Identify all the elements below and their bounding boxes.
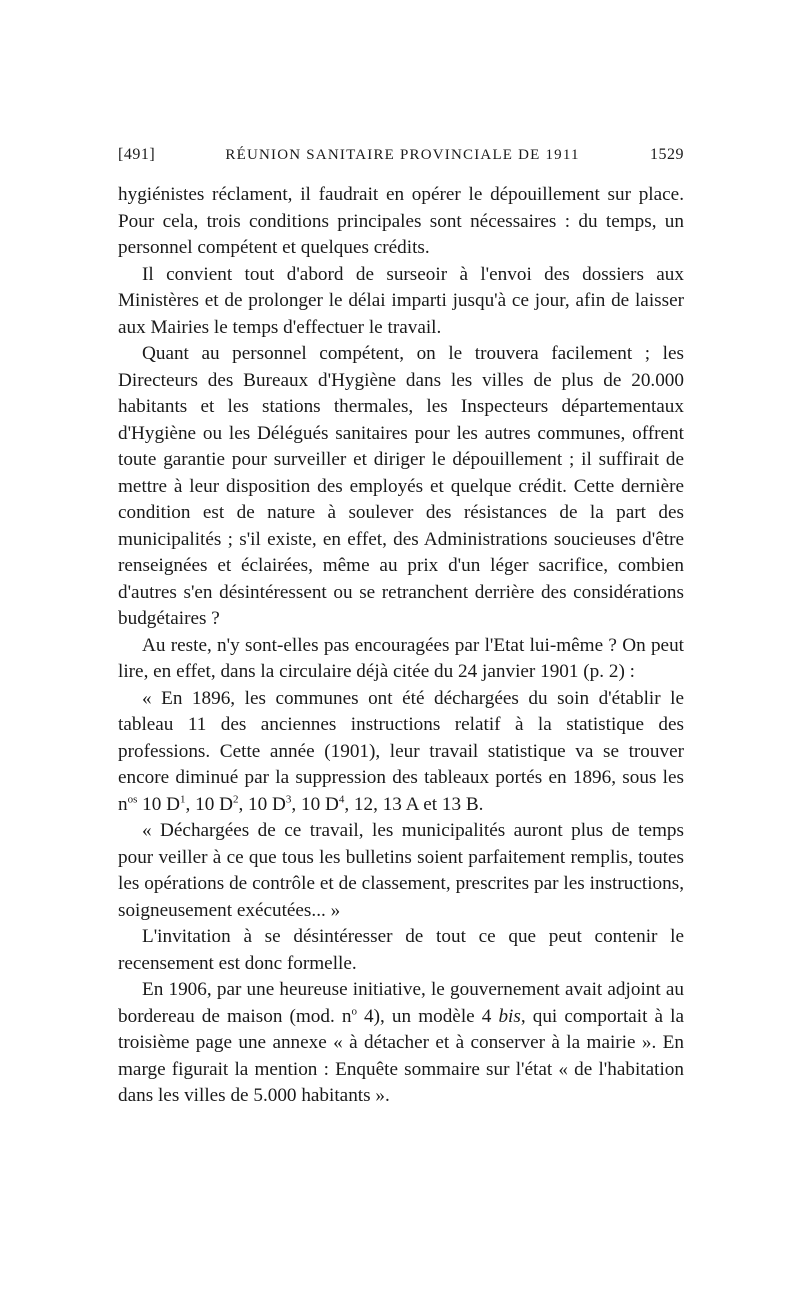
p8-text-mid: 4), un modèle 4 (356, 1005, 499, 1027)
paragraph-1: hygiénistes réclament, il faudrait en opérer le dépouillement sur place. Pour cela, trois conditions principales sont nécessaires : du temps, un personnel compétent et quelques crédits. (118, 184, 684, 258)
paragraph-4: Au reste, n'y sont-elles pas encouragées par l'Etat lui-même ? On peut lire, en effet, dans la circulaire déjà citée du 24 janvier 1901 (p. 2) : (118, 634, 684, 682)
table-ref-3: , 10 D (238, 793, 286, 815)
page-ref: [491] (118, 146, 156, 163)
header-title: RÉUNION SANITAIRE PROVINCIALE DE 1911 (225, 147, 580, 163)
table-ref-4: , 10 D (291, 793, 339, 815)
paragraph-6-quote: « Déchargées de ce travail, les municipalités auront plus de temps pour veiller à ce que tous les bulletins soient parfaitement remplis, toutes les opérations de contrôle et de classement, prescrites par les instructions, soigneusement exécutées... » (118, 820, 684, 921)
superscript-1: 1 (180, 793, 186, 806)
superscript-o: o (351, 1005, 357, 1018)
table-ref-1: 10 D (137, 793, 181, 815)
body-text (118, 182, 684, 1110)
document-page (118, 146, 684, 1110)
paragraph-2: Il convient tout d'abord de surseoir à l'envoi des dossiers aux Ministères et de prolonger le délai imparti jusqu'à ce jour, afin de laisser aux Mairies le temps d'effectuer le travail. (118, 263, 684, 338)
paragraph-7: L'invitation à se désintéresser de tout ce que peut contenir le recensement est donc formelle. (118, 926, 684, 974)
running-header (118, 146, 684, 168)
bis-italic: bis (498, 1005, 521, 1027)
quote-text-end: , 12, 13 A et 13 B. (344, 793, 484, 815)
p8-text-start: En 1906, par une heureuse initiative, le gouvernement avait adjoint au bordereau de maison (mod. n (118, 979, 684, 1027)
p8-text-end: , qui comportait à la troisième page une annexe « à détacher et à conserver à la mairie ». En marge figurait la mention : Enquête sommaire sur l'état « de l'habitation dans les villes de 5.000 habitants ». (118, 1005, 684, 1106)
superscript-3: 3 (285, 793, 292, 806)
page-number: 1529 (649, 146, 684, 163)
table-ref-2: , 10 D (185, 793, 233, 815)
superscript-2: 2 (232, 793, 239, 806)
quote-text-start: « En 1896, les communes ont été déchargées du soin d'établir le tableau 11 des anciennes instructions relatif à la statistique des professions. Cette année (1901), leur travail statistique va se trouver encore diminué par la suppression des tableaux portés en 1896, sous les n (118, 687, 684, 815)
superscript-4: 4 (338, 793, 345, 806)
paragraph-3: Quant au personnel compétent, on le trouvera facilement ; les Directeurs des Bureaux d'Hygiène dans les villes de plus de 20.000 habitants et les stations thermales, les Inspecteurs départementaux d'Hygiène ou les Délégués sanitaires pour les autres communes, offrent toute garantie pour surveiller et diriger le dépouillement ; il suffirait de mettre à leur disposition des employés et quelque crédit. Cette dernière condition est de nature à soulever des résistances de la part des municipalités ; s'il existe, en effet, des Administrations soucieuses d'être renseignées et éclairées, même au prix d'un léger sacrifice, combien d'autres s'en désintéressent ou se retranchent derrière des considérations budgétaires ? (118, 343, 684, 629)
paragraph-8 (118, 977, 684, 1110)
paragraph-5-quote (118, 686, 684, 819)
superscript-os: os (127, 793, 138, 806)
